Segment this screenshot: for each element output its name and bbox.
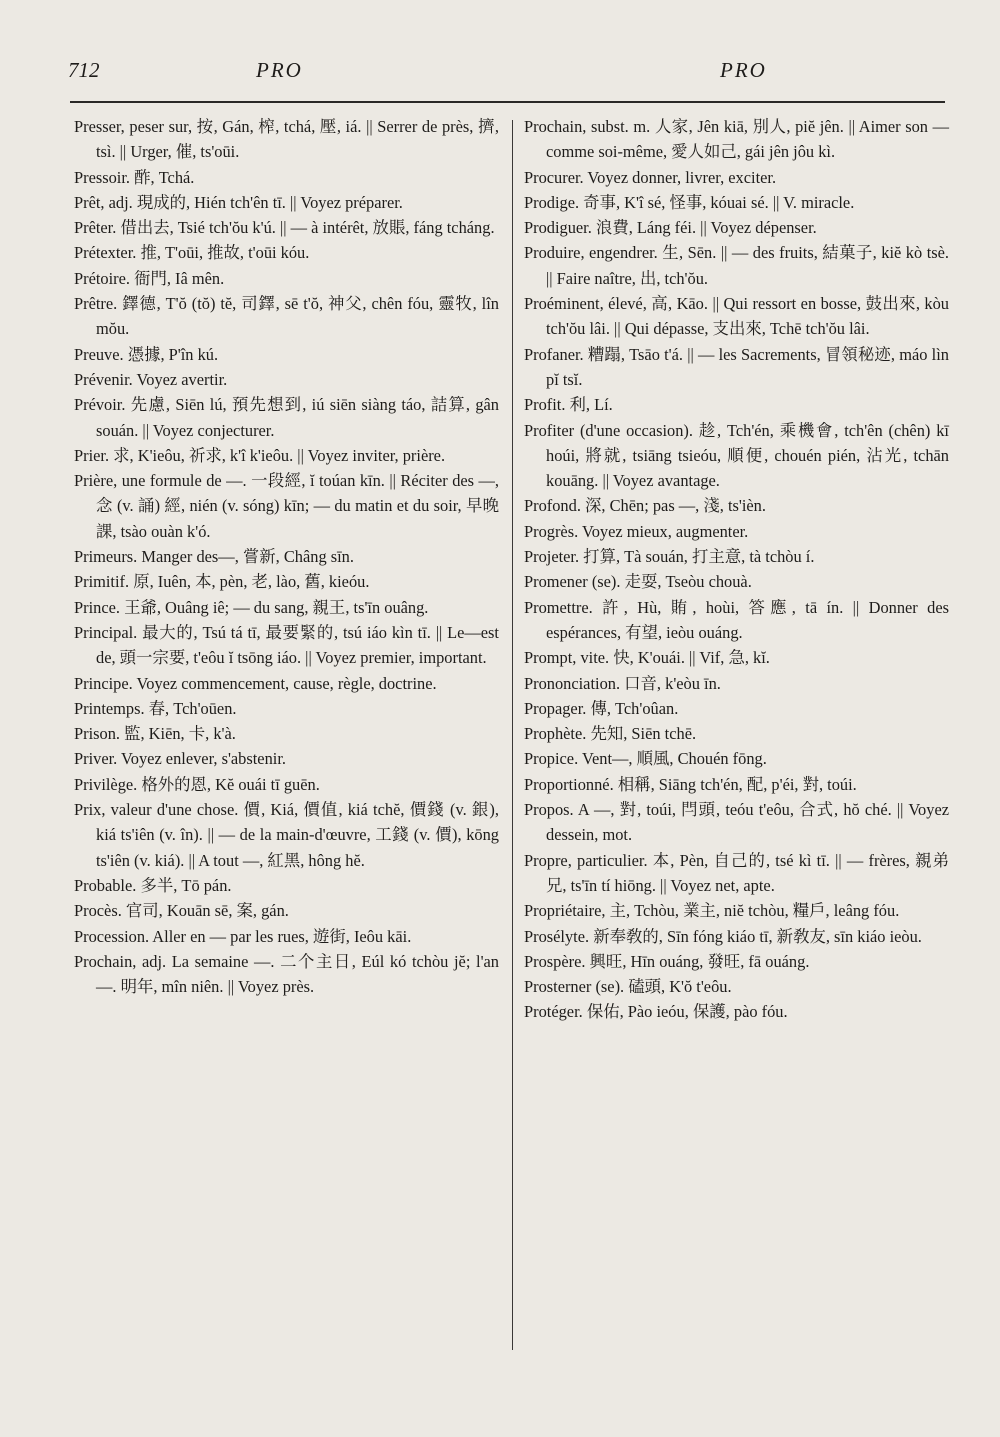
right-running-head: PRO	[720, 58, 767, 82]
dictionary-entry: Prêtre. 鐸德, T'ŏ (tŏ) tĕ, 司鐸, sē t'ŏ, 神父, chên fóu, 靈牧, lîn mŏu.	[74, 294, 499, 339]
dictionary-entry: Prononciation. 口音, k'eòu īn.	[524, 673, 721, 693]
right-column	[524, 114, 949, 1025]
dictionary-entry: Prochain, subst. m. 人家, Jên kiā, 別人, piĕ jên. || Aimer son — comme soi-même, 愛人如己, gái jên jôu kì.	[524, 117, 949, 162]
page-number: 712	[68, 58, 100, 82]
dictionary-entry: Profaner. 糟蹋, Tsāo t'á. || — les Sacrements, 冒領秘迹, máo lìn pĭ tsĭ.	[524, 344, 949, 389]
dictionary-entry: Priver. Voyez enlever, s'abstenir.	[74, 749, 286, 769]
dictionary-entry: Proportionné. 相稱, Siāng tch'én, 配, p'éi, 對, toúi.	[524, 774, 857, 794]
left-running-head: PRO	[256, 58, 303, 82]
left-column	[74, 114, 499, 999]
dictionary-entry: Prétoire. 衙門, Iâ mên.	[74, 268, 225, 288]
dictionary-entry: Prodiguer. 浪費, Láng féi. || Voyez dépenser.	[524, 218, 817, 238]
dictionary-entry: Prévenir. Voyez avertir.	[74, 369, 228, 389]
dictionary-entry: Prêt, adj. 現成的, Hién tch'ên tī. || Voyez préparer.	[74, 192, 403, 212]
dictionary-entry: Procès. 官司, Kouān sē, 案, gán.	[74, 901, 289, 921]
dictionary-entry: Privilège. 格外的恩, Kĕ ouái tī guēn.	[74, 774, 320, 794]
dictionary-entry: Prison. 監, Kiēn, 卡, k'à.	[74, 724, 236, 744]
dictionary-entry: Promettre. 許, Hù, 賄, hoùi, 答應, tā ín. || Donner des espérances, 有望, ieòu ouáng.	[524, 597, 949, 642]
dictionary-entry: Printemps. 春, Tch'oūen.	[74, 698, 237, 718]
dictionary-entry: Protéger. 保佑, Pào ieóu, 保護, pào fóu.	[524, 1002, 788, 1022]
dictionary-entry: Profond. 深, Chēn; pas —, 淺, ts'ièn.	[524, 496, 766, 516]
dictionary-entry: Proéminent, élevé, 高, Kāo. || Qui ressort en bosse, 鼓出來, kòu tch'ŏu lâi. || Qui dépasse, 支出來, Tchē tch'ŏu lâi.	[524, 294, 949, 339]
dictionary-entry: Principe. Voyez commencement, cause, règle, doctrine.	[74, 673, 437, 693]
column-divider	[512, 120, 513, 1350]
dictionary-entry: Primitif. 原, Iuên, 本, pèn, 老, lào, 舊, kieóu.	[74, 572, 370, 592]
dictionary-entry: Prospère. 興旺, Hīn ouáng, 發旺, fā ouáng.	[524, 951, 810, 971]
dictionary-entry: Pressoir. 酢, Tchá.	[74, 167, 195, 187]
dictionary-entry: Prière, une formule de —. 一段經, ĭ toúan kīn. || Réciter des —, 念 (v. 誦) 經, nién (v. sóng) kīn; — du matin et du soir, 早晚課, tsào ouàn k'ó.	[74, 471, 499, 541]
dictionary-entry: Probable. 多半, Tō pán.	[74, 875, 232, 895]
dictionary-entry: Produire, engendrer. 生, Sēn. || — des fruits, 結菓子, kiĕ kò tsè. || Faire naître, 出, tch'ŏu.	[524, 243, 949, 288]
header-rule	[70, 101, 945, 103]
dictionary-entry: Prosterner (se). 磕頭, K'ŏ t'eôu.	[524, 977, 732, 997]
dictionary-entry: Propriétaire, 主, Tchòu, 業主, niĕ tchòu, 糧戶, leâng fóu.	[524, 901, 900, 921]
dictionary-entry: Prophète. 先知, Siēn tchē.	[524, 724, 697, 744]
dictionary-entry: Prévoir. 先慮, Siēn lú, 預先想到, iú siēn siàng táo, 詰算, gân souán. || Voyez conjecturer.	[74, 395, 499, 440]
dictionary-entry: Principal. 最大的, Tsú tá tī, 最要緊的, tsú iáo kìn tī. || Le—est de, 頭一宗要, t'eôu ĭ tsōng iáo. || Voyez premier, important.	[74, 622, 499, 668]
dictionary-entry: Profiter (d'une occasion). 趁, Tch'én, 乘機會, tch'ên (chên) kī hoúi, 將就, tsiāng tsieóu, 順便, chouén pién, 沾光, tchān kouāng. || Voyez avantage.	[524, 420, 949, 491]
dictionary-entry: Prodige. 奇事, K'î sé, 怪事, kóuai sé. || V. miracle.	[524, 192, 855, 212]
dictionary-entry: Promener (se). 走耍, Tseòu chouà.	[524, 572, 752, 592]
dictionary-entry: Propre, particulier. 本, Pèn, 自己的, tsé kì tī. || — frères, 親弟兄, ts'īn tí hiōng. || Voyez net, apte.	[524, 850, 949, 895]
dictionary-entry: Profit. 利, Lí.	[524, 395, 613, 415]
dictionary-entry: Propager. 傳, Tch'oûan.	[524, 698, 679, 718]
dictionary-entry: Prochain, adj. La semaine —. 二个主日, Eúl kó tchòu jĕ; l'an —. 明年, mîn niên. || Voyez près.	[74, 951, 499, 997]
dictionary-entry: Preuve. 憑據, P'în kú.	[74, 344, 219, 364]
dictionary-entry: Prince. 王爺, Ouâng iê; — du sang, 親王, ts'īn ouâng.	[74, 597, 429, 617]
dictionary-entry: Presser, peser sur, 按, Gán, 榨, tchá, 壓, iá. || Serrer de près, 擠, tsì. || Urger, 催, ts'oūi.	[74, 117, 499, 162]
dictionary-entry: Prompt, vite. 快, K'ouái. || Vif, 急, kĭ.	[524, 648, 770, 668]
dictionary-entry: Projeter. 打算, Tà souán, 打主意, tà tchòu í.	[524, 547, 815, 567]
dictionary-entry: Prosélyte. 新奉敎的, Sīn fóng kiáo tī, 新敎友, sīn kiáo ieòu.	[524, 926, 922, 946]
dictionary-entry: Primeurs. Manger des—, 嘗新, Châng sīn.	[74, 547, 354, 567]
dictionary-entry: Prier. 求, K'ieôu, 祈求, k'î k'ieôu. || Voyez inviter, prière.	[74, 445, 446, 465]
dictionary-entry: Propos. A —, 對, toúi, 閂頭, teóu t'eôu, 合式, hŏ ché. || Voyez dessein, mot.	[524, 800, 949, 845]
dictionary-entry: Prix, valeur d'une chose. 價, Kiá, 價值, kiá tchĕ, 價錢 (v. 銀), kiá ts'iên (v. în). || — de la main-d'œuvre, 工錢 (v. 價), kōng ts'iên (v. kiá). || A tout —, 紅黑, hông hĕ.	[74, 800, 499, 870]
dictionary-entry: Prétexter. 推, T'oūi, 推故, t'oūi kóu.	[74, 243, 310, 263]
dictionary-entry: Procession. Aller en — par les rues, 遊街, Ieôu kāi.	[74, 926, 412, 946]
dictionary-entry: Procurer. Voyez donner, livrer, exciter.	[524, 167, 777, 187]
dictionary-entry: Progrès. Voyez mieux, augmenter.	[524, 521, 749, 541]
dictionary-entry: Prêter. 借出去, Tsié tch'ŏu k'ú. || — à intérêt, 放賬, fáng tcháng.	[74, 218, 495, 238]
dictionary-entry: Propice. Vent—, 順風, Chouén fōng.	[524, 749, 767, 769]
